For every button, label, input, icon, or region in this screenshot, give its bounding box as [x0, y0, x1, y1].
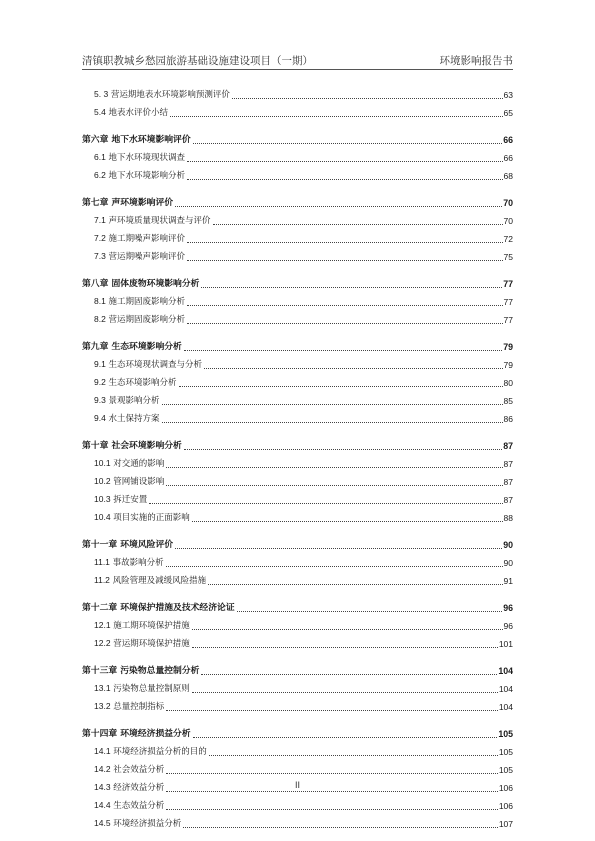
toc-chapter-entry[interactable]	[82, 335, 513, 353]
toc-dot-leader	[192, 692, 498, 693]
toc-dot-leader	[175, 548, 502, 549]
toc-section-number: 14.1	[94, 746, 111, 756]
toc-page-number: 88	[503, 513, 513, 523]
toc-page-number: 87	[503, 459, 513, 469]
toc-dot-leader	[187, 305, 502, 306]
toc-section-number: 8.1	[94, 296, 106, 306]
toc-title-text: 第十一章 环境风险评价	[82, 540, 174, 550]
toc-entry-title	[94, 746, 209, 758]
toc-page-number: 70	[503, 198, 513, 208]
toc-entry-title	[82, 441, 184, 452]
toc-page-number: 79	[503, 342, 513, 352]
toc-entry-title	[82, 198, 175, 209]
toc-entry-title	[94, 683, 192, 695]
toc-title-text: 生态环境现状调查与分析	[108, 360, 203, 370]
header-project-title: 清镇职教城乡愁园旅游基础设施建设项目（一期）	[82, 55, 313, 67]
toc-section-entry[interactable]	[82, 290, 513, 308]
toc-entry-title	[94, 359, 204, 371]
toc-page-number: 101	[498, 639, 513, 649]
toc-section-number: 10.4	[94, 512, 111, 522]
toc-title-text: 风险管理及减缓风险措施	[112, 576, 207, 586]
toc-title-text: 第十三章 污染物总量控制分析	[82, 666, 200, 676]
toc-section-entry[interactable]	[82, 470, 513, 488]
toc-page-number: 86	[503, 414, 513, 424]
toc-chapter-entry[interactable]	[82, 191, 513, 209]
toc-section-number: 12.1	[94, 620, 111, 630]
toc-page-number: 104	[498, 666, 513, 676]
toc-dot-leader	[213, 224, 503, 225]
toc-page-number: 106	[498, 783, 513, 793]
toc-section-number: 7.1	[94, 215, 106, 225]
toc-dot-leader	[232, 98, 503, 99]
toc-section-entry[interactable]	[82, 614, 513, 632]
toc-section-entry[interactable]	[82, 353, 513, 371]
toc-entry-title	[94, 458, 166, 470]
toc-page-number: 96	[503, 621, 513, 631]
toc-section-entry[interactable]	[82, 794, 513, 812]
toc-dot-leader	[183, 827, 498, 828]
toc-chapter-entry[interactable]	[82, 434, 513, 452]
toc-dot-leader	[166, 485, 502, 486]
table-of-contents	[82, 83, 513, 830]
toc-title-text: 施工期环境保护措施	[113, 621, 190, 631]
toc-page-number: 80	[503, 378, 513, 388]
toc-entry-title	[94, 233, 187, 245]
toc-dot-leader	[166, 773, 498, 774]
toc-page-number: 66	[503, 153, 513, 163]
toc-entry-title	[94, 152, 187, 164]
toc-title-text: 景观影响分析	[108, 396, 160, 406]
toc-section-entry[interactable]	[82, 227, 513, 245]
toc-dot-leader	[187, 161, 502, 162]
toc-entry-title	[94, 701, 166, 713]
toc-section-entry[interactable]	[82, 452, 513, 470]
toc-dot-leader	[192, 647, 498, 648]
toc-dot-leader	[175, 206, 502, 207]
toc-entry-title	[82, 279, 201, 290]
toc-section-number: 5.4	[94, 107, 106, 117]
page-header	[82, 52, 513, 68]
toc-section-number: 14.2	[94, 764, 111, 774]
toc-page-number: 87	[503, 477, 513, 487]
toc-page-number: 75	[503, 252, 513, 262]
toc-title-text: 环境经济损益分析的目的	[113, 747, 207, 757]
toc-title-text: 总量控制指标	[113, 702, 165, 712]
toc-entry-title	[94, 818, 183, 830]
toc-dot-leader	[187, 179, 502, 180]
toc-title-text: 第十二章 环境保护措施及技术经济论证	[82, 603, 235, 613]
toc-page-number: 104	[498, 684, 513, 694]
toc-title-text: 事故影响分析	[112, 558, 164, 568]
toc-section-entry[interactable]	[82, 308, 513, 326]
toc-section-entry[interactable]	[82, 83, 513, 101]
toc-title-text: 地下水环境影响分析	[108, 171, 186, 181]
toc-section-entry[interactable]	[82, 551, 513, 569]
toc-dot-leader	[166, 809, 498, 810]
toc-section-number: 12.2	[94, 638, 111, 648]
toc-dot-leader	[192, 629, 503, 630]
toc-title-text: 生态效益分析	[113, 801, 165, 811]
toc-entry-title	[82, 540, 175, 551]
toc-page-number: 107	[498, 819, 513, 829]
toc-entry-title	[82, 666, 201, 677]
toc-section-number: 5. 3	[94, 89, 109, 99]
header-document-type: 环境影响报告书	[439, 55, 513, 67]
toc-entry-title	[82, 135, 193, 146]
toc-dot-leader	[170, 116, 502, 117]
toc-section-entry[interactable]	[82, 488, 513, 506]
toc-page-number: 96	[503, 603, 513, 613]
toc-section-entry[interactable]	[82, 407, 513, 425]
toc-chapter-entry[interactable]	[82, 659, 513, 677]
toc-section-number: 11.2	[94, 575, 110, 585]
toc-entry-title	[94, 494, 149, 506]
toc-page-number: 77	[503, 297, 513, 307]
toc-dot-leader	[193, 737, 498, 738]
toc-section-number: 9.1	[94, 359, 106, 369]
toc-section-number: 6.1	[94, 152, 106, 162]
toc-section-number: 9.2	[94, 377, 106, 387]
toc-section-entry[interactable]	[82, 758, 513, 776]
toc-entry-title	[94, 413, 162, 425]
toc-page-number: 105	[498, 729, 513, 739]
toc-title-text: 社会效益分析	[113, 765, 165, 775]
page-number: II	[294, 780, 300, 790]
toc-entry-title	[94, 215, 213, 227]
toc-entry-title	[82, 342, 184, 353]
toc-dot-leader	[208, 584, 502, 585]
toc-section-entry[interactable]	[82, 164, 513, 182]
toc-section-number: 6.2	[94, 170, 106, 180]
toc-section-number: 13.2	[94, 701, 111, 711]
toc-chapter-entry[interactable]	[82, 272, 513, 290]
toc-page-number: 91	[503, 576, 513, 586]
toc-dot-leader	[201, 674, 497, 675]
toc-section-number: 7.3	[94, 251, 106, 261]
toc-entry-title	[94, 170, 187, 182]
toc-dot-leader	[166, 710, 498, 711]
toc-dot-leader	[179, 386, 503, 387]
toc-section-entry[interactable]	[82, 371, 513, 389]
toc-dot-leader	[184, 350, 502, 351]
toc-title-text: 拆迁安置	[113, 495, 148, 505]
toc-section-number: 10.1	[94, 458, 111, 468]
toc-section-entry[interactable]	[82, 569, 513, 587]
toc-title-text: 营运期地表水环境影响预测评价	[110, 90, 230, 100]
toc-section-entry[interactable]	[82, 389, 513, 407]
toc-dot-leader	[209, 755, 498, 756]
toc-entry-title	[94, 512, 192, 524]
toc-section-entry[interactable]	[82, 101, 513, 119]
toc-section-entry[interactable]	[82, 812, 513, 830]
toc-entry-title	[94, 557, 166, 569]
toc-page-number: 104	[498, 702, 513, 712]
toc-page-number: 106	[498, 801, 513, 811]
toc-dot-leader	[192, 521, 503, 522]
toc-title-text: 环境经济损益分析	[113, 819, 182, 829]
toc-entry-title	[94, 476, 166, 488]
toc-entry-title	[94, 800, 166, 812]
toc-section-entry[interactable]	[82, 677, 513, 695]
toc-section-number: 9.3	[94, 395, 106, 405]
toc-dot-leader	[166, 467, 502, 468]
toc-page-number: 87	[503, 441, 513, 451]
toc-title-text: 第九章 生态环境影响分析	[82, 342, 182, 352]
toc-title-text: 第十四章 环境经济损益分析	[82, 729, 191, 739]
toc-page-number: 68	[503, 171, 513, 181]
toc-section-entry[interactable]	[82, 245, 513, 263]
toc-dot-leader	[201, 287, 502, 288]
toc-page-number: 87	[503, 495, 513, 505]
toc-title-text: 污染物总量控制原则	[113, 684, 190, 694]
toc-dot-leader	[184, 449, 502, 450]
toc-title-text: 营运期噪声影响评价	[108, 252, 186, 262]
toc-section-entry[interactable]	[82, 146, 513, 164]
toc-dot-leader	[193, 143, 503, 144]
toc-title-text: 经济效益分析	[113, 783, 165, 793]
toc-entry-title	[94, 314, 187, 326]
toc-section-number: 13.1	[94, 683, 111, 693]
toc-title-text: 地下水环境现状调查	[108, 153, 186, 163]
toc-title-text: 地表水评价小结	[108, 108, 169, 118]
toc-title-text: 第七章 声环境影响评价	[82, 198, 174, 208]
toc-title-text: 营运期固废影响分析	[108, 315, 186, 325]
toc-page-number: 105	[498, 747, 513, 757]
toc-page-number: 85	[503, 396, 513, 406]
toc-title-text: 施工期噪声影响评价	[108, 234, 186, 244]
toc-dot-leader	[204, 368, 502, 369]
toc-section-entry[interactable]	[82, 209, 513, 227]
toc-entry-title	[94, 638, 192, 650]
toc-title-text: 第十章 社会环境影响分析	[82, 441, 182, 451]
toc-page-number: 90	[503, 540, 513, 550]
toc-title-text: 施工期固废影响分析	[108, 297, 186, 307]
toc-section-entry[interactable]	[82, 506, 513, 524]
toc-dot-leader	[162, 404, 503, 405]
toc-title-text: 营运期环境保护措施	[113, 639, 190, 649]
toc-dot-leader	[187, 323, 502, 324]
toc-chapter-entry[interactable]	[82, 533, 513, 551]
toc-section-number: 10.2	[94, 476, 111, 486]
toc-entry-title	[82, 603, 237, 614]
toc-entry-title	[94, 251, 187, 263]
toc-entry-title	[94, 620, 192, 632]
toc-page-number: 77	[503, 279, 513, 289]
toc-dot-leader	[166, 566, 503, 567]
header-divider	[82, 69, 513, 70]
toc-page-number: 66	[503, 135, 513, 145]
toc-page-number: 63	[503, 90, 513, 100]
toc-dot-leader	[237, 611, 503, 612]
toc-page-number: 90	[503, 558, 513, 568]
toc-title-text: 生态环境影响分析	[108, 378, 177, 388]
toc-section-entry[interactable]	[82, 695, 513, 713]
toc-section-number: 7.2	[94, 233, 106, 243]
toc-section-number: 11.1	[94, 557, 110, 567]
toc-entry-title	[82, 729, 193, 740]
toc-title-text: 管网铺设影响	[113, 477, 165, 487]
toc-page-number: 65	[503, 108, 513, 118]
toc-chapter-entry[interactable]	[82, 596, 513, 614]
toc-chapter-entry[interactable]	[82, 128, 513, 146]
toc-entry-title	[94, 575, 208, 587]
toc-section-number: 14.4	[94, 800, 111, 810]
toc-title-text: 项目实施的正面影响	[113, 513, 190, 523]
toc-title-text: 第八章 固体废物环境影响分析	[82, 279, 200, 289]
toc-section-entry[interactable]	[82, 632, 513, 650]
toc-entry-title	[94, 296, 187, 308]
toc-dot-leader	[187, 260, 502, 261]
toc-chapter-entry[interactable]	[82, 722, 513, 740]
toc-dot-leader	[166, 791, 498, 792]
toc-title-text: 水土保持方案	[108, 414, 160, 424]
toc-section-entry[interactable]	[82, 740, 513, 758]
toc-page-number: 77	[503, 315, 513, 325]
toc-dot-leader	[149, 503, 502, 504]
toc-page-number: 70	[503, 216, 513, 226]
toc-dot-leader	[187, 242, 502, 243]
toc-entry-title	[94, 377, 179, 389]
toc-section-number: 10.3	[94, 494, 111, 504]
toc-page-number: 79	[503, 360, 513, 370]
toc-page-number: 72	[503, 234, 513, 244]
toc-entry-title	[94, 764, 166, 776]
toc-section-number: 8.2	[94, 314, 106, 324]
toc-title-text: 第六章 地下水环境影响评价	[82, 135, 191, 145]
toc-entry-title	[94, 395, 162, 407]
toc-title-text: 对交通的影响	[113, 459, 165, 469]
toc-title-text: 声环境质量现状调查与评价	[108, 216, 211, 226]
toc-section-number: 14.3	[94, 782, 111, 792]
toc-section-number: 14.5	[94, 818, 111, 828]
toc-entry-title	[94, 89, 232, 101]
toc-section-number: 9.4	[94, 413, 106, 423]
toc-page-number: 105	[498, 765, 513, 775]
toc-dot-leader	[162, 422, 503, 423]
toc-entry-title	[94, 107, 170, 119]
